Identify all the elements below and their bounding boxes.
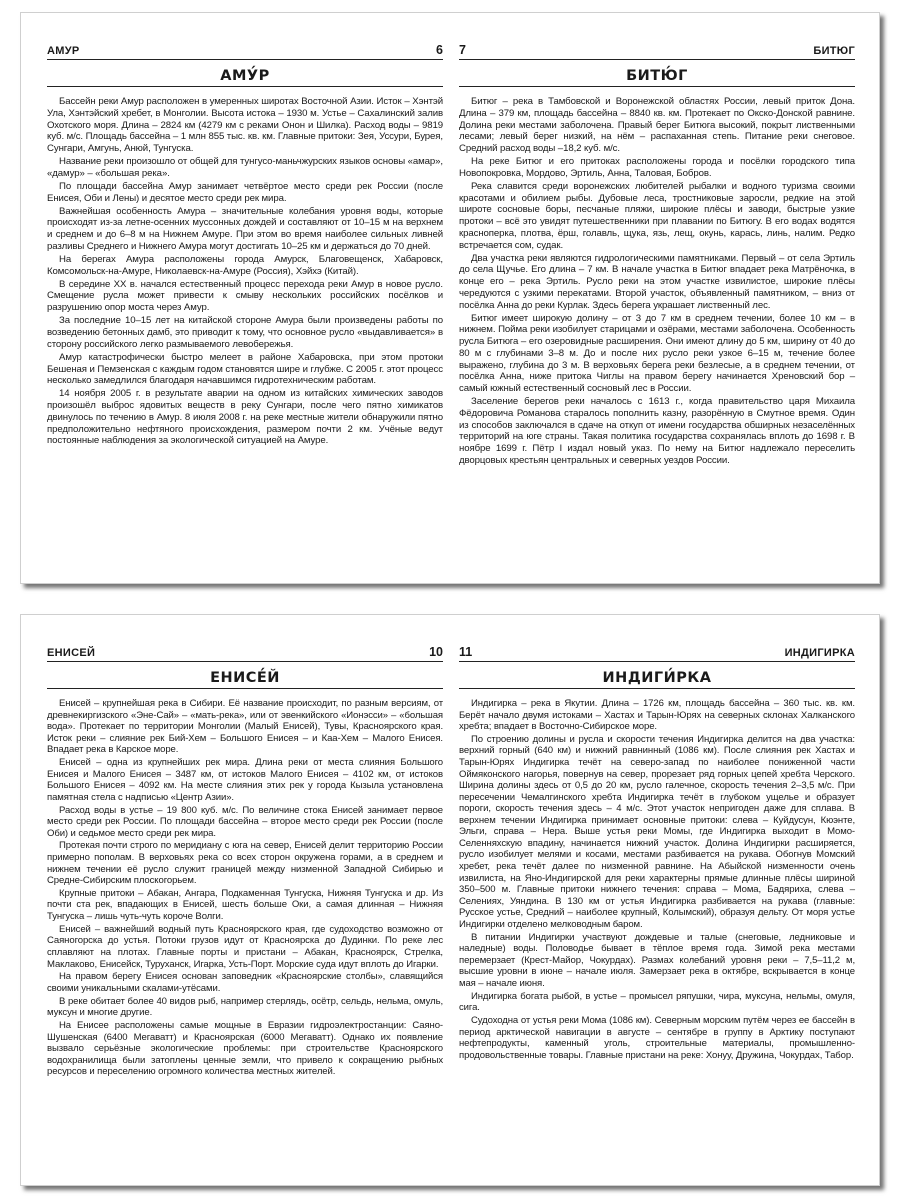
running-head: [47, 43, 443, 60]
paragraph: Название реки произошло от общей для тунгусо-маньчжурских языков основы «амар», «дамур» – «большая река».: [47, 156, 443, 179]
page-bityug: [459, 13, 855, 468]
page-amur: [47, 13, 443, 448]
article-body: [459, 96, 855, 467]
article-title: БИТЮ́Г: [459, 65, 855, 87]
running-head-title: АМУР: [47, 45, 80, 57]
paragraph: По площади бассейна Амур занимает четвёртое место среди рек России (после Енисея, Оби и Лены) и десятое место среди рек мира.: [47, 180, 443, 204]
paragraph: Бассейн реки Амур расположен в умеренных широтах Восточной Азии. Исток – Хэнтэй Ула, Хэнтэйский хребет, в Монголии. Высота истока – 1930 м. Устье – Сахалинский залив Охотского моря. Длина – 2824 км (4279 км с реками Онон и Шилка). Расход воды – 9819 куб. м/с. Площадь бассейна – 1 млн 855 тыс. кв. км. Главные притоки: Зея, Уссури, Бурея, Сунгари, Амгунь, Анюй, Тунгуска.: [47, 96, 443, 154]
paragraph: В питании Индигирки участвуют дождевые и талые (снеговые, ледниковые и наледные) воды. Половодье бывает в тёплое время года. Зимой река местами перемерзает (Крест-Майор, Чокурдах). Размах колебаний уровня реки – 7,5–11,2 м, высшие уровни в июне – начале июля. Замерзает река в октябре, вскрывается в конце мая – начале июня.: [459, 931, 855, 989]
paragraph: Амур катастрофически быстро мелеет в районе Хабаровска, при этом протоки Бешеная и Пемзенская с каждым годом становятся шире и глубже. С 2005 г. этот процесс несколько замедлился благодаря начавшимся гидротехническим работам.: [47, 351, 443, 387]
paragraph: Заселение берегов реки началось с 1613 г., когда правительство царя Михаила Фёдоровича Романова старалось пополнить казну, разорённую в Смутное время. Один из способов заключался в сдаче на откуп от имени государства обширных незаселённых территорий на юге страны. Такая политика государства сохранялась вплоть до 1698 г. В ноябре 1699 г. Пётр I издал новый указ. По нему на Битюг надлежало переселить дворцовых крестьян центральных и северных уездов России.: [459, 396, 855, 466]
article-body: [459, 698, 855, 1061]
page-number: 10: [429, 645, 443, 659]
article-title: АМУ́Р: [47, 65, 443, 87]
running-head-title: ЕНИСЕЙ: [47, 647, 96, 659]
article-body: [47, 96, 443, 447]
paragraph: Индигирка – река в Якутии. Длина – 1726 км, площадь бассейна – 360 тыс. кв. км. Берёт начало двумя истоками – Хастах и Тарын-Юрях на северных склонах Халканского хребта; впадает в Восточно-Сибирское море.: [459, 698, 855, 733]
article-title: ЕНИСЕ́Й: [47, 667, 443, 689]
paragraph: В реке обитает более 40 видов рыб, например стерлядь, осётр, сельдь, нельма, омуль, муксун и многие другие.: [47, 995, 443, 1019]
paragraph: Крупные притоки – Абакан, Ангара, Подкаменная Тунгуска, Нижняя Тунгуска и др. Из почти ста рек, впадающих в Енисей, шесть больше Оки, а самая длинная – Нижняя Тунгуска – лишь чуть-чуть короче Волги.: [47, 887, 443, 923]
paragraph: Протекая почти строго по меридиану с юга на север, Енисей делит территорию России примерно пополам. В верховьях река со всех сторон окружена горами, а в среднем и нижнем течении её русло служит границей между низменной Западной Сибирью и Средне-Сибирским плоскогорьем.: [47, 840, 443, 887]
article-title: ИНДИГИ́РКА: [459, 667, 855, 689]
paragraph: Река славится среди воронежских любителей рыбалки и водного туризма своими красотами и обилием рыбы. Дубовые леса, тростниковые заросли, редкие на этой широте сосновые боры, песчаные пляжи, широкие плёсы и заводи, быстрые узкие протоки – всё это увидят путешественники при плавании по Битюгу. В его водах водятся красноперка, плотва, ёрш, голавль, щука, язь, лещ, окунь, карась, линь, налим. Редко встречается сом, судак.: [459, 180, 855, 251]
page-number: 6: [436, 43, 443, 57]
book-spread-bottom: [20, 614, 880, 1186]
running-head-title: БИТЮГ: [813, 45, 855, 57]
running-head: [47, 645, 443, 662]
paragraph: Индигирка богата рыбой, в устье – промысел ряпушки, чира, муксуна, нельмы, омуля, сига.: [459, 990, 855, 1014]
book-spread-top: [20, 12, 880, 584]
paragraph: За последние 10–15 лет на китайской стороне Амура были произведены работы по возведению бетонных дамб, это приводит к тому, что основное русло «выдавливается» в сторону российского легко размываемого левобережья.: [47, 315, 443, 350]
paragraph: На правом берегу Енисея основан заповедник «Красноярские столбы», славящийся своими уникальными скалами-утёсами.: [47, 971, 443, 994]
paragraph: Расход воды в устье – 19 800 куб. м/с. По величине стока Енисей занимает первое место среди рек России. По площади бассейна – второе место среди рек России (после Оби) и седьмое место среди рек мира.: [47, 804, 443, 839]
paragraph: Енисей – крупнейшая река в Сибири. Её название происходит, по разным версиям, от древнекиргизского «Эне-Сай» – «мать-река», или от эвенкийского «Ионэсси» – «большая вода». Протекает по территории Монголии (Малый Енисей), Тувы, Красноярского края. Исток реки – слияние рек Бий-Хем – Большого Енисея – и Каа-Хем – Малого Енисея. Впадает река в Карское море.: [47, 698, 443, 756]
paragraph: Важнейшая особенность Амура – значительные колебания уровня воды, которые происходят из-за летне-осенних муссонных дождей и составляют от 10–15 м на верхнем и среднем и до 6–8 м на Нижнем Амуре. При этом во время наиболее сильных ливней разливы Среднего и Нижнего Амура могут достигать 10–25 км и держаться до 70 дней.: [47, 205, 443, 252]
paragraph: На реке Битюг и его притоках расположены города и посёлки городского типа Новопокровка, Мордово, Эртиль, Анна, Таловая, Бобров.: [459, 156, 855, 179]
paragraph: Битюг имеет широкую долину – от 3 до 7 км в среднем течении, более 10 км – в нижнем. Пойма реки изобилует старицами и озёрами, местами заболочена. Особенность русла Битюга – его озеровидные расширения. Они имеют длину до 5 км, ширину от 40 до 80 м с глубинами 3–8 м. До и после них русло реки узкое 6–15 м, течение более выражено, глубина до 3 м. В верховьях берега реки безлесые, а в среднем течении, от посёлка Анна, ниже притока Чиглы на правом берегу начинается Хреновский бор – самый южный естественный сосновый лес в России.: [459, 312, 855, 395]
page-number: 11: [459, 645, 473, 659]
paragraph: Енисей – одна из крупнейших рек мира. Длина реки от места слияния Большого Енисея и Малого Енисея – 3487 км, от истоков Малого Енисея – 4102 км, от истоков Большого Енисея – 4092 км. На месте слияния этих рек у города Кызыла установлена памятная стела с надписью «Центр Азии».: [47, 757, 443, 803]
running-head: [459, 645, 855, 662]
page-number: 7: [459, 43, 466, 57]
paragraph: На берегах Амура расположены города Амурск, Благовещенск, Хабаровск, Комсомольск-на-Амуре, Николаевск-на-Амуре (Россия), Хэйхэ (Китай).: [47, 253, 443, 277]
article-body: [47, 698, 443, 1078]
running-head-title: ИНДИГИРКА: [784, 647, 855, 659]
paragraph: На Енисее расположены самые мощные в Евразии гидроэлектростанции: Саяно-Шушенская (6400 Мегаватт) и Красноярская (6000 Мегаватт). Однако их появление вызвало серьёзные экологические проблемы: при строительстве Красноярского водохранилища были затоплены ценные земли, что привело к сокращению рыбных ресурсов и переселению огромного количества местных жителей.: [47, 1020, 443, 1078]
paragraph: Судоходна от устья реки Мома (1086 км). Северным морским путём через ее бассейн в период арктической навигации в августе – сентябре в группу в Арктику поступают нефтепродукты, каменный уголь, строительные материалы, промышленно-продовольственные товары. Главные пристани на реке: Хонуу, Дружина, Чокурдах, Табор.: [459, 1014, 855, 1061]
paragraph: По строению долины и русла и скорости течения Индигирка делится на два участка: верхний горный (640 км) и нижний равнинный (1086 км). После слияния рек Хастах и Тарын-Юрях Индигирка течёт на северо-запад по наиболее пониженной части Оймяконского нагорья, повернув на север, прорезает ряд горных цепей хребта Черского. Ширина долины здесь от 0,5 до 20 км, русло галечное, скорость течения 2–3,5 м/с. При пересечении Чемалгинского хребта Индигирка течёт в глубоком ущелье и образует пороги, скорость течения здесь – 4 м/с. Этот участок непригоден даже для сплава. В верхнем течении Индигирка принимает основные притоки: слева – Куйдусун, Кюэнте, Эльги, справа – Нера. Выше устья реки Момы, где Индигирка выходит в Момо-Селенняхскую впадину, начинается нижний участок. Долина Индигирки расширяется, русло изобилует мелями и косами, местами разбивается на рукава. Обогнув Момский хребет, река течёт далее по низменной равнине. На Абыйской низменности очень извилиста, на Яно-Индигирской для реки характерны прямые длинные плёсы шириной 350–500 м. Главные притоки нижнего течения: справа – Мома, Бадяриха, слева – Селениях, Уяндина. В 130 км от устья Индигирка разбивается на рукава (главные: Русское устье, Средний – наиболее крупный, Колымский), образуя дельту. От моря устье Индигирки отделено мелководным баром.: [459, 733, 855, 930]
paragraph: Два участка реки являются гидрологическими памятниками. Первый – от села Эртиль до села Щучье. Его длина – 7 км. В начале участка в Битюг впадает река Матрёночка, в конце его – река Эртиль. Русло реки на этом участке извилистое, широкие плёсы чередуются с узкими перекатами. Второй участок, объявленный памятником, – вниз от посёлка Анна до реки Курлак. Здесь берега украшает лиственный лес.: [459, 252, 855, 311]
paragraph: Енисей – важнейший водный путь Красноярского края, где судоходство возможно от Саяногорска до устья. Потоки грузов идут от Красноярска до Дудинки. По реке лес сплавляют на плотах. Главные порты и пристани – Абакан, Красноярск, Стрелка, Маклаково, Енисейск, Туруханск, Игарка, Усть-Порт. Морские суда идут вплоть до Игарки.: [47, 923, 443, 970]
paragraph: Битюг – река в Тамбовской и Воронежской областях России, левый приток Дона. Длина – 379 км, площадь бассейна – 8840 кв. км. Протекает по Окско-Донской равнине. Долина реки местами заболочена. Правый берег Битюга высокий, покрыт лиственными лесами; левый берег низкий, на нём – распаханная степь. Питание реки снеговое. Средний расход воды –18,2 куб. м/с.: [459, 96, 855, 154]
paragraph: В середине XX в. начался естественный процесс перехода реки Амур в новое русло. Смещение русла может привести к смыву нескольких российских посёлков и разрушению опор моста через Амур.: [47, 278, 443, 314]
running-head: [459, 43, 855, 60]
page-yenisei: [47, 615, 443, 1079]
page-indigirka: [459, 615, 855, 1062]
paragraph: 14 ноября 2005 г. в результате аварии на одном из китайских химических заводов произошёл выброс ядовитых веществ в реку Сунгари, после чего пятно химикатов двинулось по течению в Амур. 8 июля 2008 г. на реке местные жители обнаружили пятно предположительно нефтяного происхождения, размером почти 2 км. Учёные ведут постоянные наблюдения за экологической ситуацией на Амуре.: [47, 388, 443, 447]
